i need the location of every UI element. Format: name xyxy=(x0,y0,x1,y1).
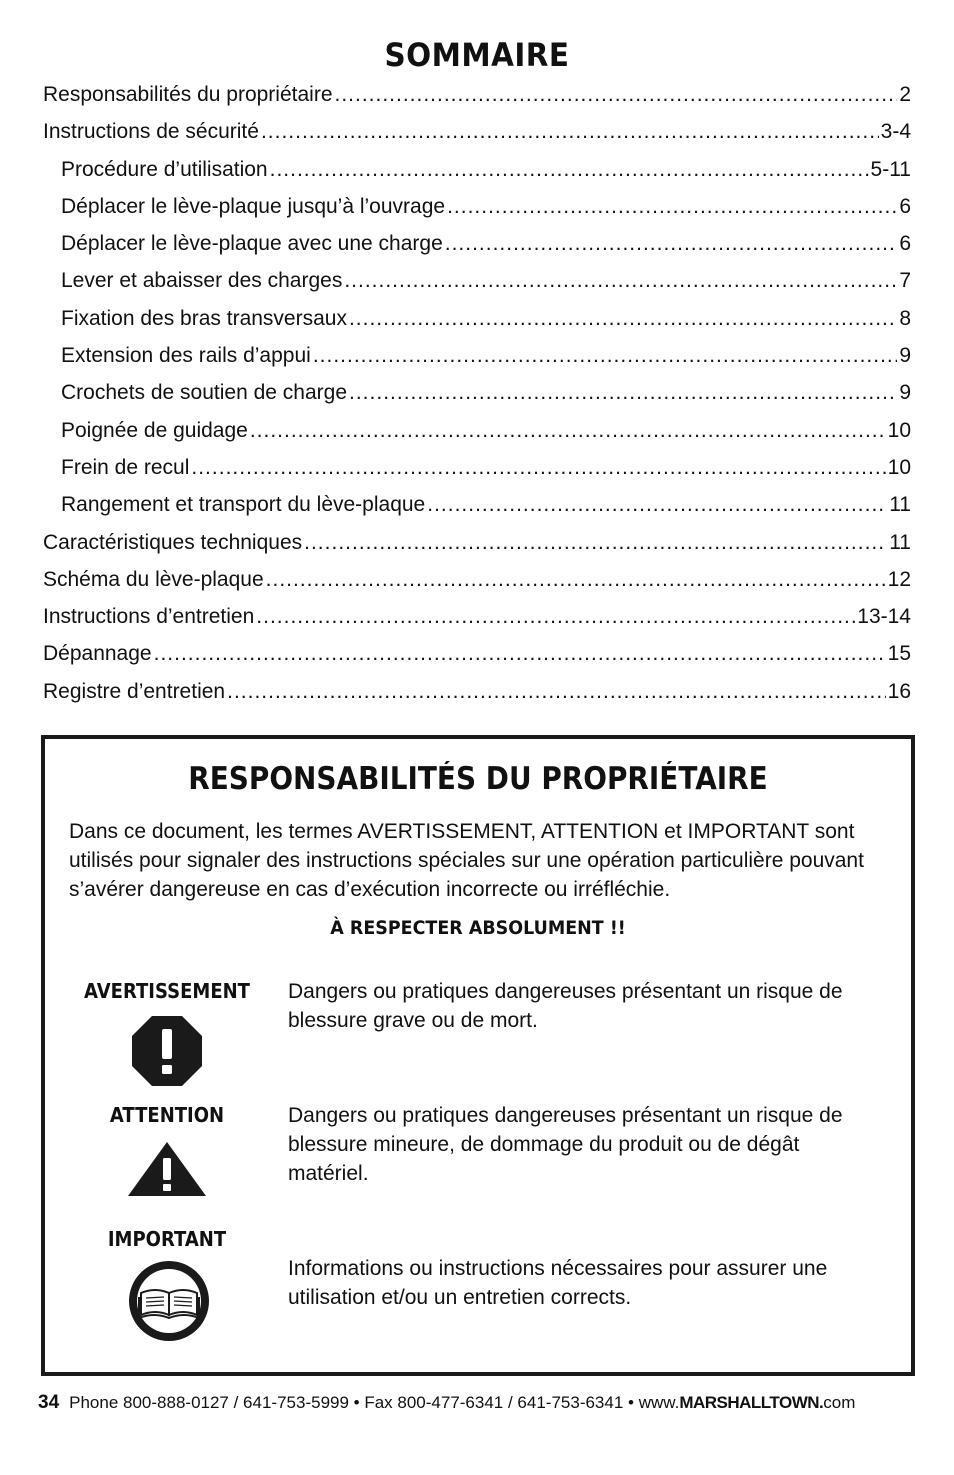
toc-entry xyxy=(43,602,911,639)
toc-entry-page: 2 xyxy=(899,83,911,106)
toc-entry xyxy=(43,565,911,602)
toc-entry-page: 9 xyxy=(899,381,911,405)
toc-entry-page: 9 xyxy=(899,344,911,368)
important-label: IMPORTANT xyxy=(107,1227,227,1251)
toc-entry xyxy=(43,341,911,378)
toc-entry-label: Instructions d’entretien xyxy=(43,605,255,629)
toc-entry-page: 13-14 xyxy=(857,605,911,629)
toc-entry xyxy=(43,528,911,565)
open-book-icon xyxy=(127,1259,211,1348)
toc-entry xyxy=(43,453,911,490)
toc-entry-page: 3-4 xyxy=(880,120,911,144)
toc-leader-dots xyxy=(427,490,887,520)
warning-description: Dangers ou pratiques dangereuses présentant un risque de blessure grave ou de mort. xyxy=(288,980,843,1032)
toc-entry-label: Registre d’entretien xyxy=(43,679,226,703)
must-follow-heading: À RESPECTER ABSOLUMENT !! xyxy=(330,917,626,939)
toc-entry-page: 10 xyxy=(887,418,911,442)
toc-leader-dots xyxy=(349,304,897,334)
toc-entry-label: Instructions de sécurité xyxy=(43,120,259,144)
owner-intro-text: Dans ce document, les termes AVERTISSEMENT, ATTENTION et IMPORTANT sont utilisés pour signaler des instructions spéciales sur une opération particulière pouvant s’avérer dangereuse en cas d’exécution incorrecte ou irréfléchie. xyxy=(69,820,864,901)
toc-entry xyxy=(43,117,911,154)
toc-entry-label: Rangement et transport du lève-plaque xyxy=(61,493,426,517)
toc-entry-label: Fixation des bras transversaux xyxy=(61,306,347,330)
toc-leader-dots xyxy=(445,229,898,259)
toc-entry xyxy=(43,266,911,303)
owner-responsibilities-box xyxy=(41,735,915,1376)
footer-brand: MARSHALLTOWN. xyxy=(679,1393,824,1412)
toc-entry-page: 11 xyxy=(889,530,911,554)
toc-entry xyxy=(43,677,911,714)
toc-entry-page: 12 xyxy=(887,567,911,591)
toc-entry xyxy=(43,304,911,341)
toc-entry-page: 6 xyxy=(899,232,911,256)
warning-label: AVERTISSEMENT xyxy=(84,979,250,1003)
toc-entry xyxy=(43,80,911,117)
toc-leader-dots xyxy=(313,341,897,371)
toc-entry-page: 6 xyxy=(899,194,911,218)
octagon-exclamation-icon xyxy=(131,1015,203,1092)
toc-entry-page: 16 xyxy=(887,679,911,703)
toc-leader-dots xyxy=(261,117,879,147)
toc-entry-label: Déplacer le lève-plaque jusqu’à l’ouvrage xyxy=(61,194,446,218)
toc-entry-page: 10 xyxy=(887,455,911,479)
important-description: Informations ou instructions nécessaires pour assurer une utilisation et/ou un entretien corrects. xyxy=(288,1257,828,1309)
toc-entry-label: Déplacer le lève-plaque avec une charge xyxy=(61,232,443,256)
toc-entry xyxy=(43,490,911,527)
toc-leader-dots xyxy=(191,453,885,483)
toc-entry-label: Frein de recul xyxy=(61,455,190,479)
toc-entry-page: 15 xyxy=(887,642,911,666)
toc-entry-page: 5-11 xyxy=(870,157,911,181)
page-footer xyxy=(38,1392,918,1414)
toc-entry-page: 7 xyxy=(899,269,911,293)
toc-leader-dots xyxy=(270,155,869,185)
footer-url-suffix: com xyxy=(823,1393,856,1412)
footer-contact-info: Phone 800-888-0127 / 641-753-5999 • Fax 800-477-6341 / 641-753-6341 • www. xyxy=(69,1393,680,1412)
toc-entry xyxy=(43,378,911,415)
toc-entry-label: Extension des rails d’appui xyxy=(61,344,311,368)
toc-leader-dots xyxy=(304,528,887,558)
toc-leader-dots xyxy=(250,416,886,446)
toc-entry xyxy=(43,229,911,266)
toc-title: SOMMAIRE xyxy=(384,36,570,74)
toc-entry-label: Procédure d’utilisation xyxy=(61,157,268,181)
caution-label: ATTENTION xyxy=(109,1103,225,1127)
owner-responsibilities-title: RESPONSABILITÉS DU PROPRIÉTAIRE xyxy=(188,761,768,797)
toc-leader-dots xyxy=(344,266,897,296)
page-number: 34 xyxy=(38,1392,60,1413)
toc-entry-label: Caractéristiques techniques xyxy=(43,530,303,554)
toc-leader-dots xyxy=(256,602,855,632)
toc-entry xyxy=(43,639,911,676)
toc-leader-dots xyxy=(154,639,886,669)
triangle-exclamation-icon xyxy=(127,1141,207,1202)
toc-leader-dots xyxy=(447,192,897,222)
toc-leader-dots xyxy=(335,80,898,110)
toc-leader-dots xyxy=(227,677,886,707)
toc-entry-label: Lever et abaisser des charges xyxy=(61,269,343,293)
toc-entry xyxy=(43,155,911,192)
toc-entry-label: Schéma du lève-plaque xyxy=(43,567,264,591)
toc-entry-page: 8 xyxy=(899,306,911,330)
table-of-contents xyxy=(43,80,911,714)
toc-entry-label: Crochets de soutien de charge xyxy=(61,381,348,405)
toc-entry-page: 11 xyxy=(889,493,911,517)
toc-leader-dots xyxy=(349,378,897,408)
toc-entry-label: Responsabilités du propriétaire xyxy=(43,83,333,106)
toc-entry xyxy=(43,416,911,453)
toc-leader-dots xyxy=(266,565,886,595)
caution-description: Dangers ou pratiques dangereuses présentant un risque de blessure mineure, de dommage du produit ou de dégât matériel. xyxy=(288,1104,843,1185)
toc-entry xyxy=(43,192,911,229)
toc-entry-label: Poignée de guidage xyxy=(61,418,248,442)
toc-entry-label: Dépannage xyxy=(43,642,152,666)
